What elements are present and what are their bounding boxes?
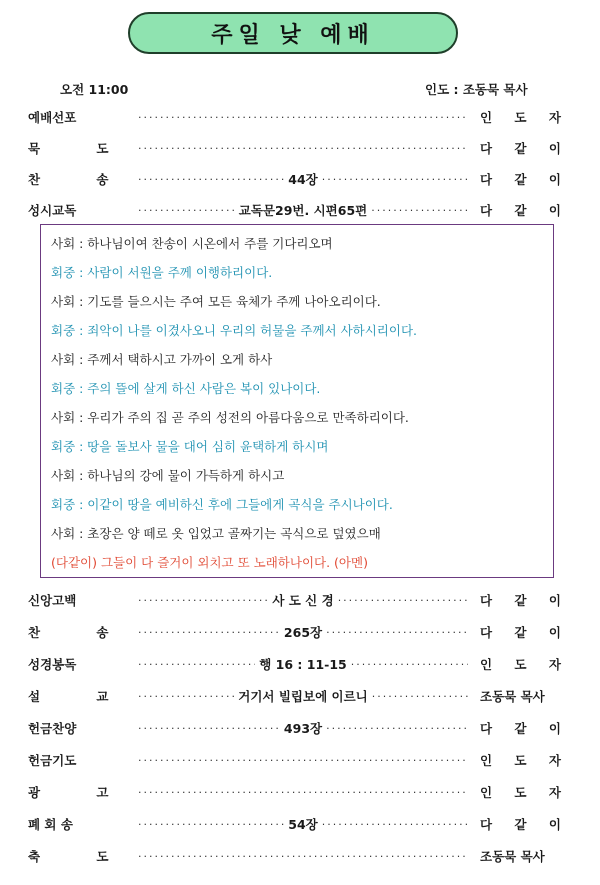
order-row <box>28 814 570 834</box>
order-middle <box>138 754 468 767</box>
order-row <box>28 654 570 674</box>
leader-dots <box>138 850 468 863</box>
order-row <box>28 750 570 770</box>
order-label: 폐 회 송 <box>28 817 73 832</box>
leader-dots <box>138 111 468 124</box>
reading-line-leader: 사회 : 기도를 들으시는 주여 모든 육체가 주께 나아오리이다. <box>51 294 381 309</box>
responsive-reading-box <box>40 224 554 578</box>
reading-line-leader: 사회 : 하나님이여 찬송이 시온에서 주를 기다리오며 <box>51 236 333 251</box>
order-middle <box>138 142 468 155</box>
order-label: 찬 송 <box>28 172 135 187</box>
leader-dots <box>138 204 235 217</box>
order-label: 헌금찬양 <box>28 721 77 736</box>
order-label: 성경봉독 <box>28 657 77 672</box>
order-row <box>28 718 570 738</box>
reading-line-people: 회중 : 땅을 돌보사 물을 대어 심히 윤택하게 하시며 <box>51 439 329 454</box>
order-responsible: 다 같 이 <box>480 721 570 736</box>
leader-dots <box>322 818 468 831</box>
order-middle <box>138 786 468 799</box>
presider: 인도 : 조동묵 목사 <box>425 82 528 97</box>
leader-dots <box>322 173 468 186</box>
order-detail: 265장 <box>283 625 323 640</box>
reading-line-people: 회중 : 사람이 서원을 주께 이행하리이다. <box>51 265 273 280</box>
order-responsible: 인 도 자 <box>480 753 570 768</box>
order-row <box>28 590 570 610</box>
order-middle <box>138 719 468 737</box>
reading-line-leader: 사회 : 하나님의 강에 물이 가득하게 하시고 <box>51 468 285 483</box>
leader-dots <box>138 658 255 671</box>
order-responsible: 다 같 이 <box>480 625 570 640</box>
order-detail: 44장 <box>288 172 318 187</box>
reading-line-people: 회중 : 죄악이 나를 이겼사오니 우리의 허물을 주께서 사하시리이다. <box>51 323 417 338</box>
order-responsible: 다 같 이 <box>480 817 570 832</box>
order-middle <box>138 623 468 641</box>
order-middle <box>138 170 468 188</box>
order-row <box>28 138 570 158</box>
order-row <box>28 782 570 802</box>
order-detail: 493장 <box>283 721 323 736</box>
order-label: 헌금기도 <box>28 753 77 768</box>
leader-dots <box>326 626 468 639</box>
order-middle <box>138 815 468 833</box>
leader-dots <box>138 690 234 703</box>
order-responsible: 조동묵 목사 <box>480 689 545 704</box>
order-row <box>28 846 562 866</box>
leader-dots <box>138 818 284 831</box>
order-row <box>28 200 570 220</box>
order-label: 설 교 <box>28 689 135 704</box>
order-label: 신앙고백 <box>28 593 77 608</box>
reading-line-people: 회중 : 주의 뜰에 살게 하신 사람은 복이 있나이다. <box>51 381 321 396</box>
leader-dots <box>372 690 468 703</box>
order-middle <box>138 655 468 673</box>
leader-dots <box>371 204 468 217</box>
leader-dots <box>326 722 468 735</box>
order-label: 예배선포 <box>28 110 77 125</box>
order-middle <box>138 591 468 609</box>
reading-line-leader: 사회 : 우리가 주의 집 곧 주의 성전의 아름다움으로 만족하리이다. <box>51 410 409 425</box>
order-detail: 교독문29번. 시편65편 <box>238 203 368 218</box>
leader-dots <box>138 786 468 799</box>
leader-dots <box>138 754 468 767</box>
leader-dots <box>138 142 468 155</box>
leader-dots <box>338 594 468 607</box>
reading-line-all: (다같이) 그들이 다 즐거이 외치고 또 노래하나이다. (아멘) <box>51 555 368 570</box>
order-responsible: 다 같 이 <box>480 141 570 156</box>
page-title: 주일 낮 예배 <box>128 12 458 54</box>
order-responsible: 인 도 자 <box>480 657 570 672</box>
leader-dots <box>138 594 268 607</box>
service-time: 오전 11:00 <box>60 82 129 97</box>
order-label: 성시교독 <box>28 203 77 218</box>
order-middle <box>138 201 468 219</box>
order-middle <box>138 111 468 124</box>
order-responsible: 다 같 이 <box>480 172 570 187</box>
order-detail: 사 도 신 경 <box>272 593 334 608</box>
leader-dots <box>138 722 280 735</box>
leader-dots <box>351 658 468 671</box>
order-row <box>28 622 570 642</box>
order-label: 묵 도 <box>28 141 135 156</box>
order-responsible: 다 같 이 <box>480 593 570 608</box>
order-row <box>28 686 562 706</box>
order-row <box>28 107 570 127</box>
reading-line-leader: 사회 : 주께서 택하시고 가까이 오게 하사 <box>51 352 273 367</box>
order-detail: 행 16 : 11-15 <box>259 657 347 672</box>
leader-dots <box>138 173 284 186</box>
order-detail: 54장 <box>288 817 318 832</box>
order-responsible: 인 도 자 <box>480 785 570 800</box>
order-responsible: 인 도 자 <box>480 110 570 125</box>
order-label: 찬 송 <box>28 625 135 640</box>
order-row <box>28 169 570 189</box>
order-detail: 거기서 빌립보에 이르니 <box>238 689 368 704</box>
order-middle <box>138 687 468 705</box>
order-middle <box>138 850 468 863</box>
order-label: 축 도 <box>28 849 135 864</box>
leader-dots <box>138 626 280 639</box>
reading-line-people: 회중 : 이같이 땅을 예비하신 후에 그들에게 곡식을 주시나이다. <box>51 497 393 512</box>
order-label: 광 고 <box>28 785 135 800</box>
reading-line-leader: 사회 : 초장은 양 떼로 옷 입었고 골짜기는 곡식으로 덮였으매 <box>51 526 381 541</box>
order-responsible: 조동묵 목사 <box>480 849 545 864</box>
order-responsible: 다 같 이 <box>480 203 570 218</box>
